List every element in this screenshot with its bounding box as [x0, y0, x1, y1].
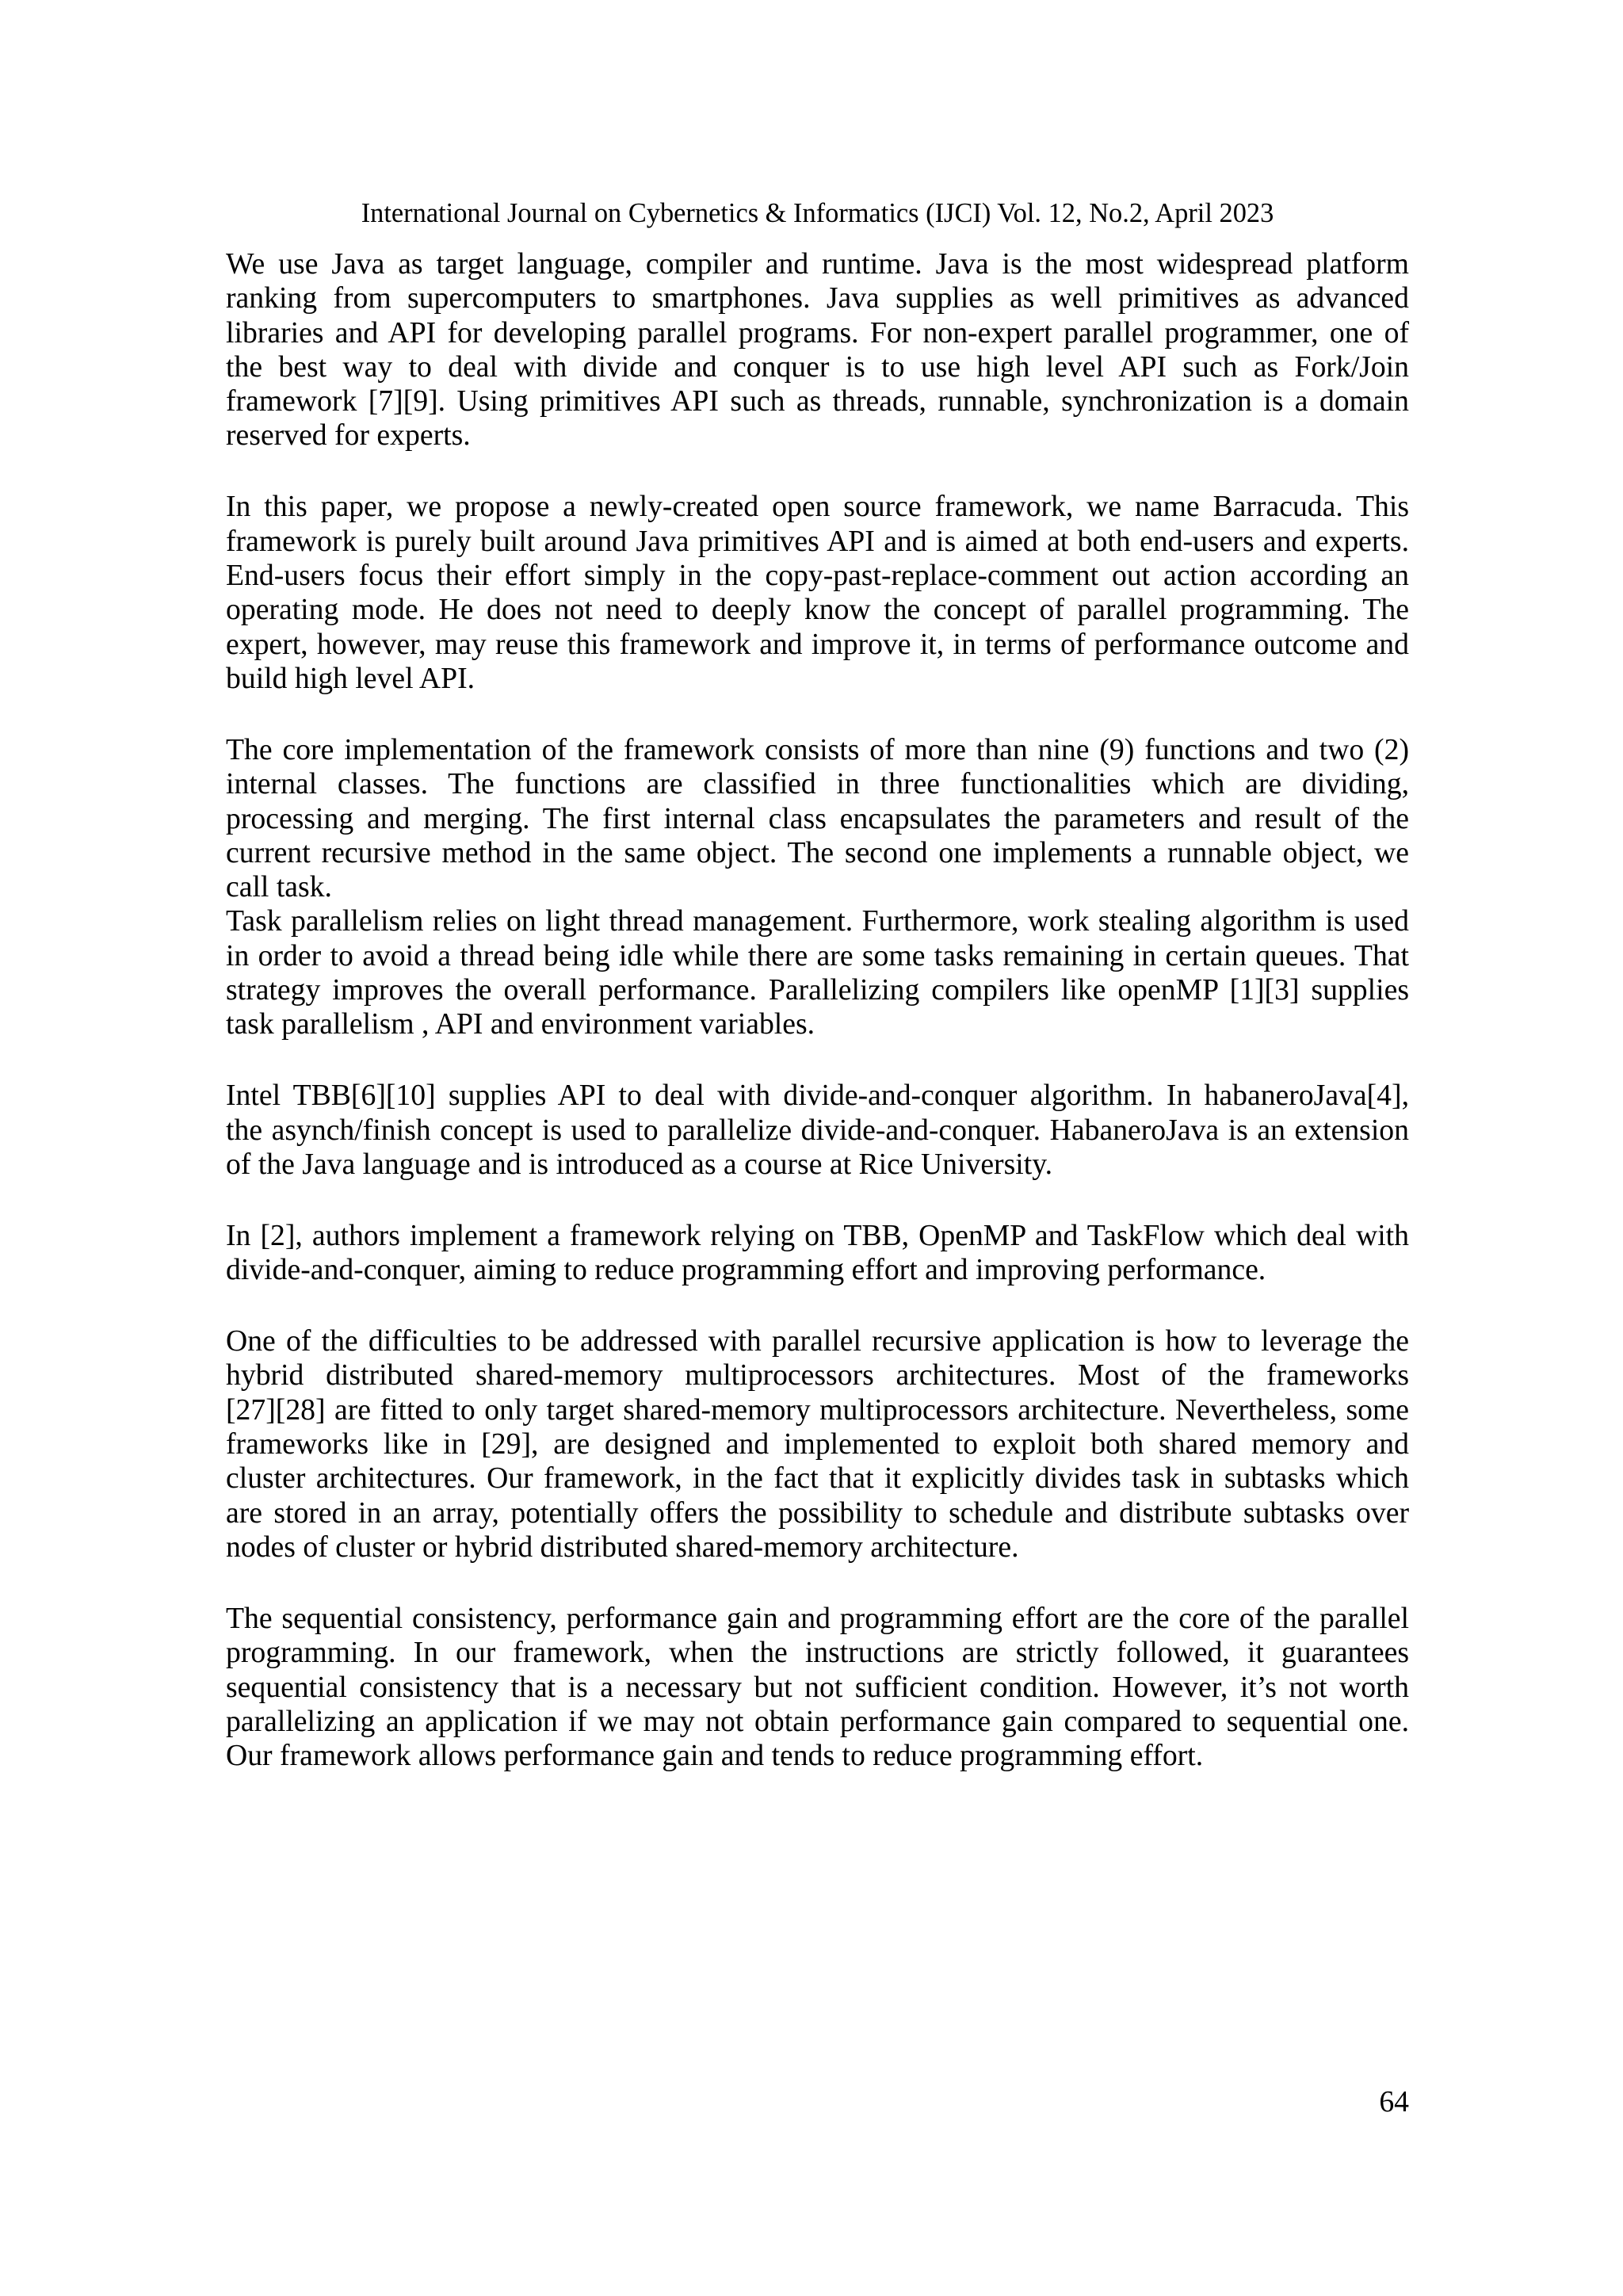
- text-line: sequential consistency that is a necessary but not sufficient condition. However, it’s not worth: [226, 1670, 1409, 1704]
- text-line: are stored in an array, potentially offers the possibility to schedule and distribute subtasks over: [226, 1496, 1409, 1530]
- text-line: ranking from supercomputers to smartphones. Java supplies as well primitives as advanced: [226, 281, 1409, 315]
- text-line: The core implementation of the framework consists of more than nine (9) functions and two (2): [226, 732, 1409, 766]
- text-line: parallelizing an application if we may not obtain performance gain compared to sequential one.: [226, 1704, 1409, 1738]
- paragraph: [226, 247, 1409, 453]
- text-line: call task.: [226, 870, 332, 904]
- text-line: the best way to deal with divide and conquer is to use high level API such as Fork/Join: [226, 350, 1409, 384]
- paragraph: [226, 733, 1409, 904]
- text-line: strategy improves the overall performance. Parallelizing compilers like openMP [1][3] supplies: [226, 973, 1409, 1007]
- paragraph: [226, 1079, 1409, 1182]
- text-line: In this paper, we propose a newly-created open source framework, we name Barracuda. This: [226, 490, 1409, 524]
- text-line: framework is purely built around Java primitives API and is aimed at both end-users and experts.: [226, 524, 1409, 558]
- text-line: the asynch/finish concept is used to parallelize divide-and-conquer. HabaneroJava is an extension: [226, 1113, 1409, 1147]
- text-line: processing and merging. The first internal class encapsulates the parameters and result of the: [226, 801, 1409, 835]
- paragraph: [226, 1219, 1409, 1288]
- text-line: In [2], authors implement a framework relying on TBB, OpenMP and TaskFlow which deal with: [226, 1218, 1409, 1252]
- page-number: 64: [1379, 2085, 1409, 2118]
- text-line: [27][28] are fitted to only target shared-memory multiprocessors architecture. Nevertheless, some: [226, 1392, 1409, 1427]
- text-line: hybrid distributed shared-memory multiprocessors architectures. Most of the frameworks: [226, 1358, 1409, 1392]
- text-line: The sequential consistency, performance gain and programming effort are the core of the parallel: [226, 1601, 1409, 1635]
- text-line: build high level API.: [226, 661, 475, 695]
- text-line: cluster architectures. Our framework, in the fact that it explicitly divides task in subtasks which: [226, 1461, 1409, 1496]
- paragraph: [226, 1602, 1409, 1773]
- text-line: libraries and API for developing parallel programs. For non-expert parallel programmer, one of: [226, 315, 1409, 350]
- text-line: operating mode. He does not need to deeply know the concept of parallel programming. The: [226, 593, 1409, 627]
- text-line: programming. In our framework, when the instructions are strictly followed, it guarantees: [226, 1636, 1409, 1670]
- text-line: Intel TBB[6][10] supplies API to deal with divide-and-conquer algorithm. In habaneroJava[4],: [226, 1079, 1409, 1113]
- text-line: in order to avoid a thread being idle while there are some tasks remaining in certain queues. That: [226, 938, 1409, 972]
- body-text: [226, 247, 1409, 1773]
- text-line: of the Java language and is introduced as a course at Rice University.: [226, 1147, 1053, 1181]
- text-line: End-users focus their effort simply in the copy-past-replace-comment out action according an: [226, 559, 1409, 593]
- text-line: Our framework allows performance gain and tends to reduce programming effort.: [226, 1739, 1204, 1773]
- text-line: reserved for experts.: [226, 418, 471, 453]
- text-line: nodes of cluster or hybrid distributed shared-memory architecture.: [226, 1530, 1019, 1564]
- text-line: One of the difficulties to be addressed with parallel recursive application is how to leverage the: [226, 1324, 1409, 1358]
- text-line: divide-and-conquer, aiming to reduce programming effort and improving performance.: [226, 1253, 1266, 1287]
- running-header: International Journal on Cybernetics & Informatics (IJCI) Vol. 12, No.2, April 2023: [361, 198, 1274, 228]
- text-line: expert, however, may reuse this framework and improve it, in terms of performance outcome and: [226, 627, 1409, 661]
- text-line: task parallelism , API and environment variables.: [226, 1007, 815, 1041]
- text-line: framework [7][9]. Using primitives API such as threads, runnable, synchronization is a domain: [226, 384, 1409, 418]
- text-line: internal classes. The functions are classified in three functionalities which are dividing,: [226, 767, 1409, 801]
- paragraph: [226, 490, 1409, 696]
- paragraph: [226, 904, 1409, 1041]
- text-line: We use Java as target language, compiler and runtime. Java is the most widespread platform: [226, 247, 1409, 281]
- text-line: current recursive method in the same object. The second one implements a runnable object, we: [226, 835, 1409, 869]
- text-line: frameworks like in [29], are designed and implemented to exploit both shared memory and: [226, 1427, 1409, 1461]
- text-line: Task parallelism relies on light thread management. Furthermore, work stealing algorithm is used: [226, 904, 1409, 938]
- paragraph: [226, 1324, 1409, 1564]
